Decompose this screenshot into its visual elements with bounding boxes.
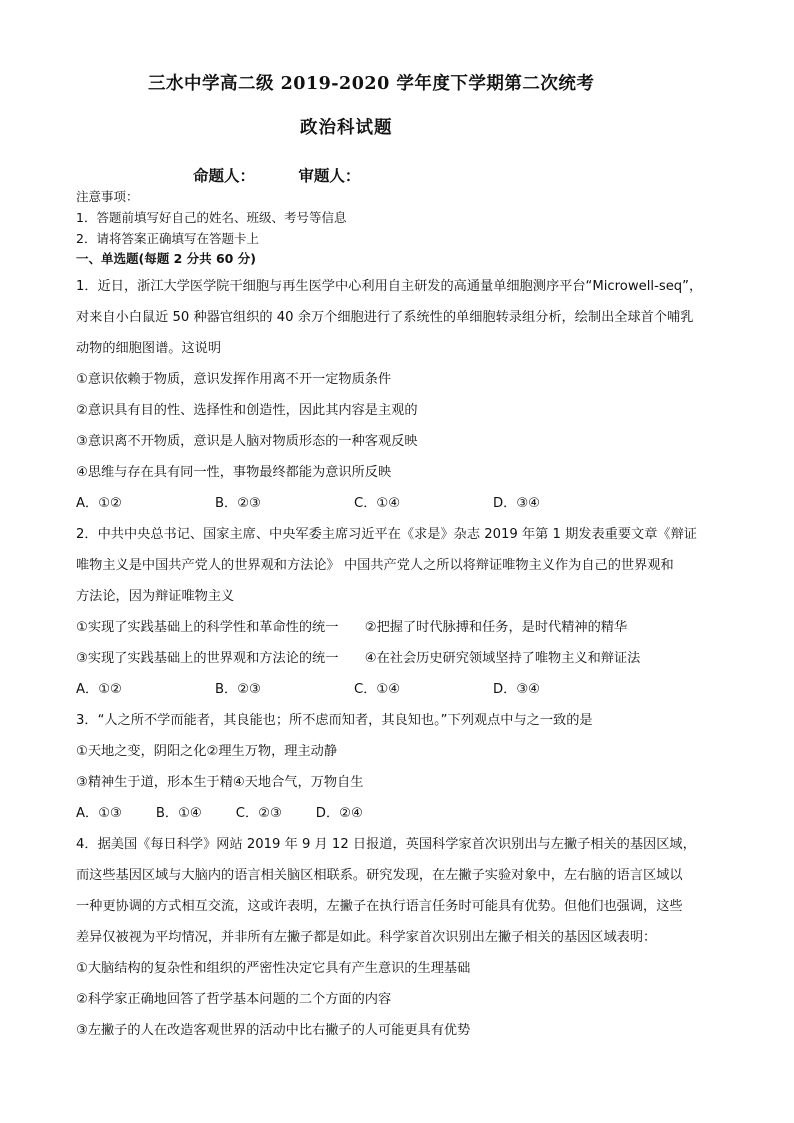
question-stem-line: 唯物主义是中国共产党人的世界观和方法论》 中国共产党人之所以将辩证唯物主义作为自己的世界观和 [76,558,674,573]
answer-options [76,488,720,519]
exam-subtitle: 政治科试题 [300,118,393,138]
statement: ②意识具有目的性、选择性和创造性，因此其内容是主观的 [76,403,418,418]
note-item: 2．请将答案正确填写在答题卡上 [76,231,259,246]
statement: ①意识依赖于物质，意识发挥作用离不开一定物质条件 [76,372,392,387]
statement: ①实现了实践基础上的科学性和革命性的统一 ②把握了时代脉搏和任务，是时代精神的精华 [76,620,628,635]
option-a: A．①② [76,682,122,697]
question-1 [76,271,720,519]
question-2 [76,519,720,705]
option-d: D．②④ [315,806,363,821]
option-c: C．②③ [235,806,282,821]
authors-line [193,164,360,186]
statement: ③实现了实践基础上的世界观和方法论的统一 ④在社会历史研究领域坚持了唯物主义和辩证法 [76,651,641,666]
question-3 [76,705,720,829]
option-c: C．①④ [354,496,401,511]
option-b: B．②③ [215,496,261,511]
question-stem-line: 方法论，因为辩证唯物主义 [76,589,235,604]
option-d: D．③④ [493,496,540,511]
setter-label: 命题人： [193,166,256,185]
option-c: C．①④ [354,682,401,697]
answer-options [76,674,720,705]
question-stem-line: 2．中共中央总书记、国家主席、中央军委主席习近平在《求是》杂志 2019 年第 1 期发表重要文章《辩证 [76,527,697,542]
answer-options [76,798,720,829]
question-4 [76,829,720,1046]
question-stem-line: 3．“人之所不学而能者，其良能也；所不虑而知者，其良知也。”下列观点中与之一致的是 [76,713,593,728]
exam-title: 三水中学高二级 2019-2020 学年度下学期第二次统考 [148,74,595,94]
statement: ①天地之变，阴阳之化②理生万物，理主动静 [76,744,338,759]
question-stem-line: 差异仅被视为平均情况，并非所有左撇子都是如此。科学家首次识别出左撇子相关的基因区域表明： [76,930,657,945]
notes-heading: 注意事项： [76,189,139,204]
question-stem-line: 动物的细胞图谱。这说明 [76,341,222,356]
statement: ①大脑结构的复杂性和组织的严密性决定它具有产生意识的生理基础 [76,961,471,976]
question-stem-line: 对来自小白鼠近 50 种器官组织的 40 余万个细胞进行了系统性的单细胞转录组分析，绘制出全球首个哺乳 [76,310,694,325]
option-d: D．③④ [493,682,540,697]
option-a: A．①② [76,496,122,511]
option-a: A．①③ [76,806,122,821]
statement: ④思维与存在具有同一性，事物最终都能为意识所反映 [76,465,392,480]
reviewer-label: 审题人： [298,166,361,185]
section-heading: 一、单选题(每题 2 分共 60 分) [76,251,256,266]
option-b: B．①④ [155,806,202,821]
question-stem-line: 一种更协调的方式相互交流，这或许表明，左撇子在执行语言任务时可能具有优势。但他们也强调，这些 [76,899,683,914]
question-stem-line: 而这些基因区域与大脑内的语言相关脑区相联系。研究发现，在左撇子实验对象中，左右脑的语言区域以 [76,868,683,883]
question-stem-line: 1．近日，浙江大学医学院干细胞与再生医学中心利用自主研发的高通量单细胞测序平台“Microwell-seq”， [76,279,703,294]
option-b: B．②③ [215,682,261,697]
question-stem-line: 4．据美国《每日科学》网站 2019 年 9 月 12 日报道，英国科学家首次识别出与左撇子相关的基因区域， [76,837,696,852]
statement: ②科学家正确地回答了哲学基本问题的二个方面的内容 [76,992,392,1007]
statement: ③左撇子的人在改造客观世界的活动中比右撇子的人可能更具有优势 [76,1023,471,1038]
note-item: 1．答题前填写好自己的姓名、班级、考号等信息 [76,210,347,225]
notes-block [76,186,346,249]
statement: ③意识离不开物质，意识是人脑对物质形态的一种客观反映 [76,434,418,449]
statement: ③精神生于道，形本生于精④天地合气，万物自生 [76,775,364,790]
